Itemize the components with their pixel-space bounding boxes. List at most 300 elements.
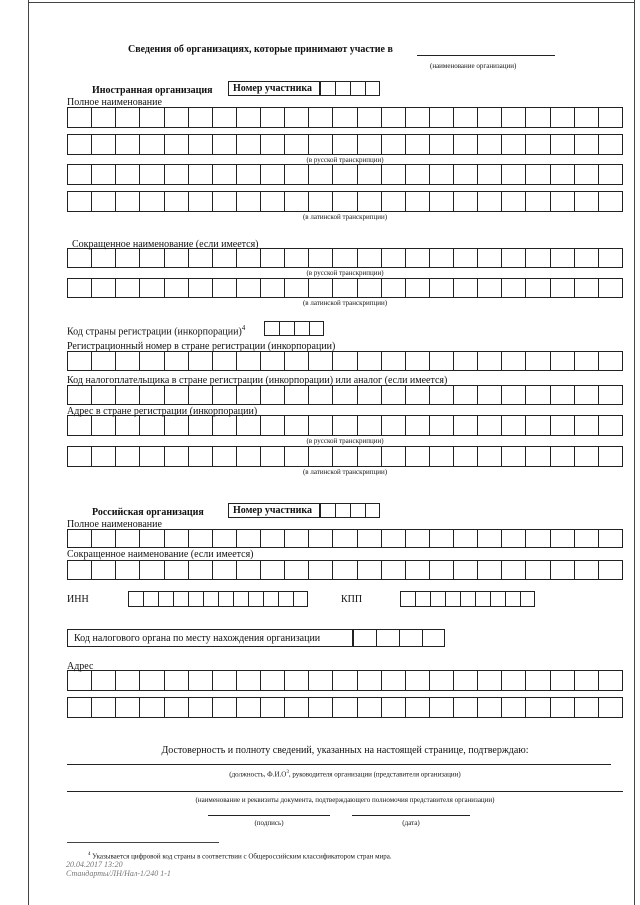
- grid-cell[interactable]: [308, 108, 332, 127]
- grid-cell[interactable]: [236, 671, 260, 690]
- grid-cell[interactable]: [574, 108, 598, 127]
- input-cell[interactable]: [350, 504, 365, 517]
- grid-cell[interactable]: [212, 192, 236, 211]
- grid-cell[interactable]: [381, 165, 405, 184]
- input-cell[interactable]: [460, 592, 475, 606]
- grid-cell[interactable]: [284, 165, 308, 184]
- input-cell[interactable]: [400, 592, 415, 606]
- grid-cell[interactable]: [381, 352, 405, 370]
- grid-cell[interactable]: [574, 192, 598, 211]
- grid-cell[interactable]: [188, 249, 212, 267]
- grid-cell[interactable]: [574, 561, 598, 579]
- grid-cell[interactable]: [332, 447, 356, 466]
- grid-cell[interactable]: [477, 698, 501, 717]
- grid-cell[interactable]: [598, 165, 623, 184]
- input-cell[interactable]: [415, 592, 430, 606]
- grid-cell[interactable]: [139, 108, 163, 127]
- grid-cell[interactable]: [550, 698, 574, 717]
- grid-cell[interactable]: [332, 165, 356, 184]
- input-cell[interactable]: [490, 592, 505, 606]
- grid-cell[interactable]: [598, 352, 623, 370]
- grid-cell[interactable]: [501, 416, 525, 435]
- grid-cell[interactable]: [550, 530, 574, 547]
- grid-cell[interactable]: [405, 386, 429, 404]
- grid-cell[interactable]: [429, 135, 453, 154]
- grid-cell[interactable]: [477, 279, 501, 297]
- grid-cell[interactable]: [91, 698, 115, 717]
- input-cell[interactable]: [218, 592, 233, 606]
- grid-cell[interactable]: [550, 447, 574, 466]
- grid-cell[interactable]: [164, 279, 188, 297]
- grid-cell[interactable]: [308, 135, 332, 154]
- grid-cell[interactable]: [260, 135, 284, 154]
- grid-cell[interactable]: [91, 352, 115, 370]
- grid-cell[interactable]: [405, 192, 429, 211]
- taxpayer-code-row[interactable]: [67, 385, 623, 405]
- grid-cell[interactable]: [501, 698, 525, 717]
- input-cell[interactable]: [158, 592, 173, 606]
- russian-address-row-1[interactable]: [67, 670, 623, 691]
- grid-cell[interactable]: [308, 279, 332, 297]
- grid-cell[interactable]: [164, 165, 188, 184]
- position-signature-line[interactable]: [67, 764, 611, 765]
- grid-cell[interactable]: [357, 447, 381, 466]
- grid-cell[interactable]: [308, 165, 332, 184]
- grid-cell[interactable]: [381, 249, 405, 267]
- grid-cell[interactable]: [381, 698, 405, 717]
- grid-cell[interactable]: [91, 671, 115, 690]
- grid-cell[interactable]: [501, 561, 525, 579]
- grid-cell[interactable]: [598, 530, 623, 547]
- grid-cell[interactable]: [381, 108, 405, 127]
- grid-cell[interactable]: [115, 165, 139, 184]
- grid-cell[interactable]: [429, 561, 453, 579]
- grid-cell[interactable]: [164, 352, 188, 370]
- grid-cell[interactable]: [357, 108, 381, 127]
- grid-cell[interactable]: [477, 416, 501, 435]
- grid-cell[interactable]: [550, 416, 574, 435]
- grid-cell[interactable]: [164, 698, 188, 717]
- foreign-full-name-ru-row-1[interactable]: [67, 107, 623, 128]
- grid-cell[interactable]: [67, 165, 91, 184]
- grid-cell[interactable]: [501, 249, 525, 267]
- grid-cell[interactable]: [598, 671, 623, 690]
- grid-cell[interactable]: [236, 386, 260, 404]
- grid-cell[interactable]: [188, 530, 212, 547]
- grid-cell[interactable]: [501, 386, 525, 404]
- grid-cell[interactable]: [357, 192, 381, 211]
- grid-cell[interactable]: [477, 165, 501, 184]
- grid-cell[interactable]: [453, 386, 477, 404]
- grid-cell[interactable]: [91, 192, 115, 211]
- grid-cell[interactable]: [260, 108, 284, 127]
- input-cell[interactable]: [365, 504, 380, 517]
- grid-cell[interactable]: [429, 249, 453, 267]
- grid-cell[interactable]: [501, 530, 525, 547]
- grid-cell[interactable]: [550, 352, 574, 370]
- grid-cell[interactable]: [501, 447, 525, 466]
- input-cell[interactable]: [335, 504, 350, 517]
- grid-cell[interactable]: [357, 165, 381, 184]
- grid-cell[interactable]: [308, 698, 332, 717]
- grid-cell[interactable]: [501, 352, 525, 370]
- grid-cell[interactable]: [429, 447, 453, 466]
- input-cell[interactable]: [128, 592, 143, 606]
- grid-cell[interactable]: [381, 279, 405, 297]
- grid-cell[interactable]: [139, 192, 163, 211]
- grid-cell[interactable]: [236, 165, 260, 184]
- grid-cell[interactable]: [284, 135, 308, 154]
- grid-cell[interactable]: [139, 447, 163, 466]
- grid-cell[interactable]: [574, 386, 598, 404]
- grid-cell[interactable]: [477, 447, 501, 466]
- grid-cell[interactable]: [164, 135, 188, 154]
- grid-cell[interactable]: [550, 165, 574, 184]
- grid-cell[interactable]: [501, 671, 525, 690]
- grid-cell[interactable]: [115, 698, 139, 717]
- grid-cell[interactable]: [357, 249, 381, 267]
- grid-cell[interactable]: [236, 135, 260, 154]
- grid-cell[interactable]: [574, 352, 598, 370]
- grid-cell[interactable]: [67, 279, 91, 297]
- grid-cell[interactable]: [284, 698, 308, 717]
- russian-participant-number-cells[interactable]: [320, 503, 380, 518]
- grid-cell[interactable]: [212, 416, 236, 435]
- grid-cell[interactable]: [405, 108, 429, 127]
- grid-cell[interactable]: [91, 279, 115, 297]
- grid-cell[interactable]: [139, 165, 163, 184]
- grid-cell[interactable]: [332, 386, 356, 404]
- input-cell[interactable]: [309, 322, 324, 335]
- foreign-short-name-lat-row[interactable]: [67, 278, 623, 298]
- input-cell[interactable]: [188, 592, 203, 606]
- grid-cell[interactable]: [188, 386, 212, 404]
- foreign-full-name-lat-row-1[interactable]: [67, 164, 623, 185]
- inn-cells[interactable]: [128, 591, 308, 607]
- grid-cell[interactable]: [381, 135, 405, 154]
- input-cell[interactable]: [263, 592, 278, 606]
- input-cell[interactable]: [430, 592, 445, 606]
- grid-cell[interactable]: [260, 671, 284, 690]
- input-cell[interactable]: [233, 592, 248, 606]
- grid-cell[interactable]: [260, 561, 284, 579]
- input-cell[interactable]: [399, 630, 422, 646]
- grid-cell[interactable]: [91, 416, 115, 435]
- input-cell[interactable]: [279, 322, 294, 335]
- grid-cell[interactable]: [164, 249, 188, 267]
- grid-cell[interactable]: [236, 352, 260, 370]
- grid-cell[interactable]: [188, 447, 212, 466]
- input-cell[interactable]: [350, 82, 365, 95]
- grid-cell[interactable]: [188, 279, 212, 297]
- grid-cell[interactable]: [188, 165, 212, 184]
- grid-cell[interactable]: [139, 279, 163, 297]
- grid-cell[interactable]: [550, 671, 574, 690]
- grid-cell[interactable]: [260, 447, 284, 466]
- grid-cell[interactable]: [477, 530, 501, 547]
- grid-cell[interactable]: [139, 671, 163, 690]
- grid-cell[interactable]: [67, 352, 91, 370]
- grid-cell[interactable]: [139, 352, 163, 370]
- grid-cell[interactable]: [260, 249, 284, 267]
- grid-cell[interactable]: [332, 249, 356, 267]
- grid-cell[interactable]: [212, 561, 236, 579]
- grid-cell[interactable]: [453, 135, 477, 154]
- grid-cell[interactable]: [453, 192, 477, 211]
- grid-cell[interactable]: [115, 386, 139, 404]
- foreign-full-name-ru-row-2[interactable]: [67, 134, 623, 155]
- grid-cell[interactable]: [525, 192, 549, 211]
- grid-cell[interactable]: [236, 416, 260, 435]
- grid-cell[interactable]: [574, 279, 598, 297]
- grid-cell[interactable]: [260, 279, 284, 297]
- grid-cell[interactable]: [405, 249, 429, 267]
- grid-cell[interactable]: [550, 386, 574, 404]
- grid-cell[interactable]: [115, 192, 139, 211]
- grid-cell[interactable]: [67, 561, 91, 579]
- grid-cell[interactable]: [91, 447, 115, 466]
- grid-cell[interactable]: [332, 135, 356, 154]
- grid-cell[interactable]: [67, 698, 91, 717]
- grid-cell[interactable]: [308, 386, 332, 404]
- grid-cell[interactable]: [477, 386, 501, 404]
- grid-cell[interactable]: [501, 135, 525, 154]
- grid-cell[interactable]: [501, 279, 525, 297]
- grid-cell[interactable]: [598, 249, 623, 267]
- grid-cell[interactable]: [598, 135, 623, 154]
- grid-cell[interactable]: [284, 108, 308, 127]
- grid-cell[interactable]: [115, 108, 139, 127]
- grid-cell[interactable]: [357, 530, 381, 547]
- grid-cell[interactable]: [91, 165, 115, 184]
- input-cell[interactable]: [320, 82, 335, 95]
- grid-cell[interactable]: [212, 135, 236, 154]
- input-cell[interactable]: [376, 630, 399, 646]
- grid-cell[interactable]: [284, 386, 308, 404]
- grid-cell[interactable]: [188, 698, 212, 717]
- foreign-short-name-ru-row[interactable]: [67, 248, 623, 268]
- grid-cell[interactable]: [598, 698, 623, 717]
- grid-cell[interactable]: [525, 386, 549, 404]
- grid-cell[interactable]: [115, 249, 139, 267]
- grid-cell[interactable]: [598, 279, 623, 297]
- grid-cell[interactable]: [405, 352, 429, 370]
- grid-cell[interactable]: [332, 352, 356, 370]
- grid-cell[interactable]: [115, 530, 139, 547]
- grid-cell[interactable]: [91, 135, 115, 154]
- grid-cell[interactable]: [574, 530, 598, 547]
- input-cell[interactable]: [505, 592, 520, 606]
- grid-cell[interactable]: [308, 416, 332, 435]
- input-cell[interactable]: [248, 592, 263, 606]
- grid-cell[interactable]: [67, 108, 91, 127]
- input-cell[interactable]: [365, 82, 380, 95]
- foreign-participant-number-cells[interactable]: [320, 81, 380, 96]
- grid-cell[interactable]: [260, 416, 284, 435]
- grid-cell[interactable]: [115, 561, 139, 579]
- grid-cell[interactable]: [405, 165, 429, 184]
- grid-cell[interactable]: [550, 279, 574, 297]
- grid-cell[interactable]: [67, 249, 91, 267]
- grid-cell[interactable]: [525, 165, 549, 184]
- grid-cell[interactable]: [260, 386, 284, 404]
- grid-cell[interactable]: [381, 671, 405, 690]
- grid-cell[interactable]: [332, 192, 356, 211]
- grid-cell[interactable]: [308, 447, 332, 466]
- grid-cell[interactable]: [260, 698, 284, 717]
- grid-cell[interactable]: [308, 530, 332, 547]
- grid-cell[interactable]: [284, 561, 308, 579]
- input-cell[interactable]: [294, 322, 309, 335]
- input-cell[interactable]: [264, 322, 279, 335]
- grid-cell[interactable]: [308, 192, 332, 211]
- grid-cell[interactable]: [236, 447, 260, 466]
- grid-cell[interactable]: [574, 447, 598, 466]
- grid-cell[interactable]: [164, 108, 188, 127]
- grid-cell[interactable]: [139, 561, 163, 579]
- input-cell[interactable]: [278, 592, 293, 606]
- grid-cell[interactable]: [284, 671, 308, 690]
- grid-cell[interactable]: [357, 671, 381, 690]
- grid-cell[interactable]: [67, 671, 91, 690]
- grid-cell[interactable]: [164, 561, 188, 579]
- grid-cell[interactable]: [453, 279, 477, 297]
- grid-cell[interactable]: [453, 108, 477, 127]
- grid-cell[interactable]: [188, 135, 212, 154]
- grid-cell[interactable]: [115, 671, 139, 690]
- grid-cell[interactable]: [550, 192, 574, 211]
- grid-cell[interactable]: [598, 447, 623, 466]
- grid-cell[interactable]: [429, 192, 453, 211]
- russian-full-name-row[interactable]: [67, 529, 623, 548]
- grid-cell[interactable]: [332, 416, 356, 435]
- grid-cell[interactable]: [550, 135, 574, 154]
- grid-cell[interactable]: [332, 698, 356, 717]
- grid-cell[interactable]: [453, 698, 477, 717]
- grid-cell[interactable]: [357, 698, 381, 717]
- grid-cell[interactable]: [574, 249, 598, 267]
- grid-cell[interactable]: [477, 192, 501, 211]
- grid-cell[interactable]: [260, 530, 284, 547]
- grid-cell[interactable]: [212, 352, 236, 370]
- grid-cell[interactable]: [164, 671, 188, 690]
- signature-line[interactable]: [208, 815, 330, 816]
- grid-cell[interactable]: [164, 530, 188, 547]
- grid-cell[interactable]: [115, 352, 139, 370]
- grid-cell[interactable]: [67, 386, 91, 404]
- grid-cell[interactable]: [598, 561, 623, 579]
- grid-cell[interactable]: [381, 447, 405, 466]
- grid-cell[interactable]: [284, 249, 308, 267]
- grid-cell[interactable]: [550, 249, 574, 267]
- grid-cell[interactable]: [67, 135, 91, 154]
- grid-cell[interactable]: [405, 698, 429, 717]
- grid-cell[interactable]: [236, 698, 260, 717]
- grid-cell[interactable]: [236, 108, 260, 127]
- grid-cell[interactable]: [381, 386, 405, 404]
- grid-cell[interactable]: [284, 352, 308, 370]
- grid-cell[interactable]: [453, 561, 477, 579]
- registration-number-row[interactable]: [67, 351, 623, 371]
- grid-cell[interactable]: [212, 698, 236, 717]
- grid-cell[interactable]: [188, 108, 212, 127]
- input-cell[interactable]: [475, 592, 490, 606]
- input-cell[interactable]: [520, 592, 535, 606]
- grid-cell[interactable]: [429, 698, 453, 717]
- grid-cell[interactable]: [574, 671, 598, 690]
- grid-cell[interactable]: [357, 135, 381, 154]
- grid-cell[interactable]: [236, 279, 260, 297]
- grid-cell[interactable]: [188, 416, 212, 435]
- grid-cell[interactable]: [308, 561, 332, 579]
- grid-cell[interactable]: [332, 561, 356, 579]
- document-line[interactable]: [67, 791, 623, 792]
- russian-address-row-2[interactable]: [67, 697, 623, 718]
- grid-cell[interactable]: [574, 416, 598, 435]
- grid-cell[interactable]: [405, 561, 429, 579]
- grid-cell[interactable]: [332, 530, 356, 547]
- grid-cell[interactable]: [332, 108, 356, 127]
- grid-cell[interactable]: [405, 671, 429, 690]
- grid-cell[interactable]: [260, 192, 284, 211]
- grid-cell[interactable]: [139, 386, 163, 404]
- country-code-cells[interactable]: [264, 321, 324, 336]
- grid-cell[interactable]: [308, 249, 332, 267]
- grid-cell[interactable]: [429, 386, 453, 404]
- grid-cell[interactable]: [550, 108, 574, 127]
- grid-cell[interactable]: [477, 135, 501, 154]
- input-cell[interactable]: [293, 592, 308, 606]
- grid-cell[interactable]: [429, 530, 453, 547]
- grid-cell[interactable]: [260, 352, 284, 370]
- input-cell[interactable]: [320, 504, 335, 517]
- grid-cell[interactable]: [429, 671, 453, 690]
- grid-cell[interactable]: [188, 192, 212, 211]
- grid-cell[interactable]: [525, 530, 549, 547]
- grid-cell[interactable]: [525, 447, 549, 466]
- grid-cell[interactable]: [525, 698, 549, 717]
- grid-cell[interactable]: [91, 249, 115, 267]
- grid-cell[interactable]: [164, 386, 188, 404]
- grid-cell[interactable]: [236, 561, 260, 579]
- grid-cell[interactable]: [284, 416, 308, 435]
- grid-cell[interactable]: [574, 698, 598, 717]
- grid-cell[interactable]: [164, 416, 188, 435]
- grid-cell[interactable]: [525, 416, 549, 435]
- grid-cell[interactable]: [332, 279, 356, 297]
- input-cell[interactable]: [353, 630, 376, 646]
- grid-cell[interactable]: [212, 671, 236, 690]
- grid-cell[interactable]: [115, 279, 139, 297]
- grid-cell[interactable]: [67, 530, 91, 547]
- grid-cell[interactable]: [525, 352, 549, 370]
- grid-cell[interactable]: [357, 386, 381, 404]
- grid-cell[interactable]: [212, 108, 236, 127]
- grid-cell[interactable]: [574, 165, 598, 184]
- grid-cell[interactable]: [525, 279, 549, 297]
- grid-cell[interactable]: [188, 671, 212, 690]
- tax-office-code-cells[interactable]: [353, 629, 445, 647]
- grid-cell[interactable]: [453, 249, 477, 267]
- grid-cell[interactable]: [598, 108, 623, 127]
- grid-cell[interactable]: [405, 530, 429, 547]
- grid-cell[interactable]: [405, 135, 429, 154]
- grid-cell[interactable]: [139, 530, 163, 547]
- grid-cell[interactable]: [550, 561, 574, 579]
- grid-cell[interactable]: [405, 416, 429, 435]
- grid-cell[interactable]: [332, 671, 356, 690]
- grid-cell[interactable]: [308, 671, 332, 690]
